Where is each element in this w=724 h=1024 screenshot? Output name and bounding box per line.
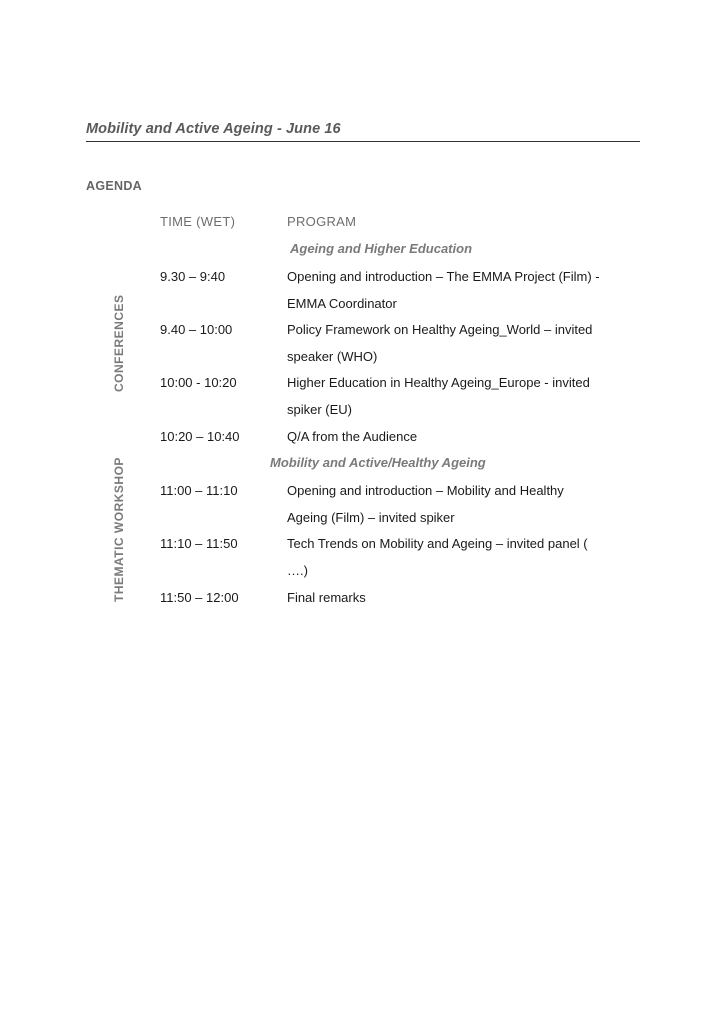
agenda-description: Final remarks [287,590,366,605]
agenda-label: AGENDA [86,179,142,193]
agenda-description: Opening and introduction – Mobility and Healthy Ageing (Film) – invited spiker [287,483,564,525]
agenda-time: 11:10 – 11:50 [160,536,238,551]
page-title: Mobility and Active Ageing - June 16 [86,121,341,137]
section-title-mobility: Mobility and Active/Healthy Ageing [270,455,486,470]
agenda-description: Higher Education in Healthy Ageing_Europe - invited spiker (EU) [287,375,590,417]
agenda-time: 10:20 – 10:40 [160,429,240,444]
section-title-higher-education: Ageing and Higher Education [290,241,473,256]
agenda-description: Opening and introduction – The EMMA Project (Film) - EMMA Coordinator [287,269,600,311]
workshop-side-label: THEMATIC WORKSHOP [112,457,126,602]
agenda-description: Q/A from the Audience [287,429,418,444]
agenda-time: 11:00 – 11:10 [160,483,238,498]
agenda-description: Policy Framework on Healthy Ageing_World – invited speaker (WHO) [287,322,593,364]
agenda-time: 11:50 – 12:00 [160,590,239,605]
agenda-description: Tech Trends on Mobility and Ageing – invited panel ( ….) [287,536,588,578]
agenda-time: 9.30 – 9:40 [160,269,226,284]
program-column-header: PROGRAM [287,214,357,229]
time-column-header: TIME (WET) [160,214,236,229]
agenda-time: 9.40 – 10:00 [160,322,233,337]
title-divider [86,141,640,142]
conferences-side-label: CONFERENCES [112,294,126,392]
agenda-time: 10:00 - 10:20 [160,375,237,390]
